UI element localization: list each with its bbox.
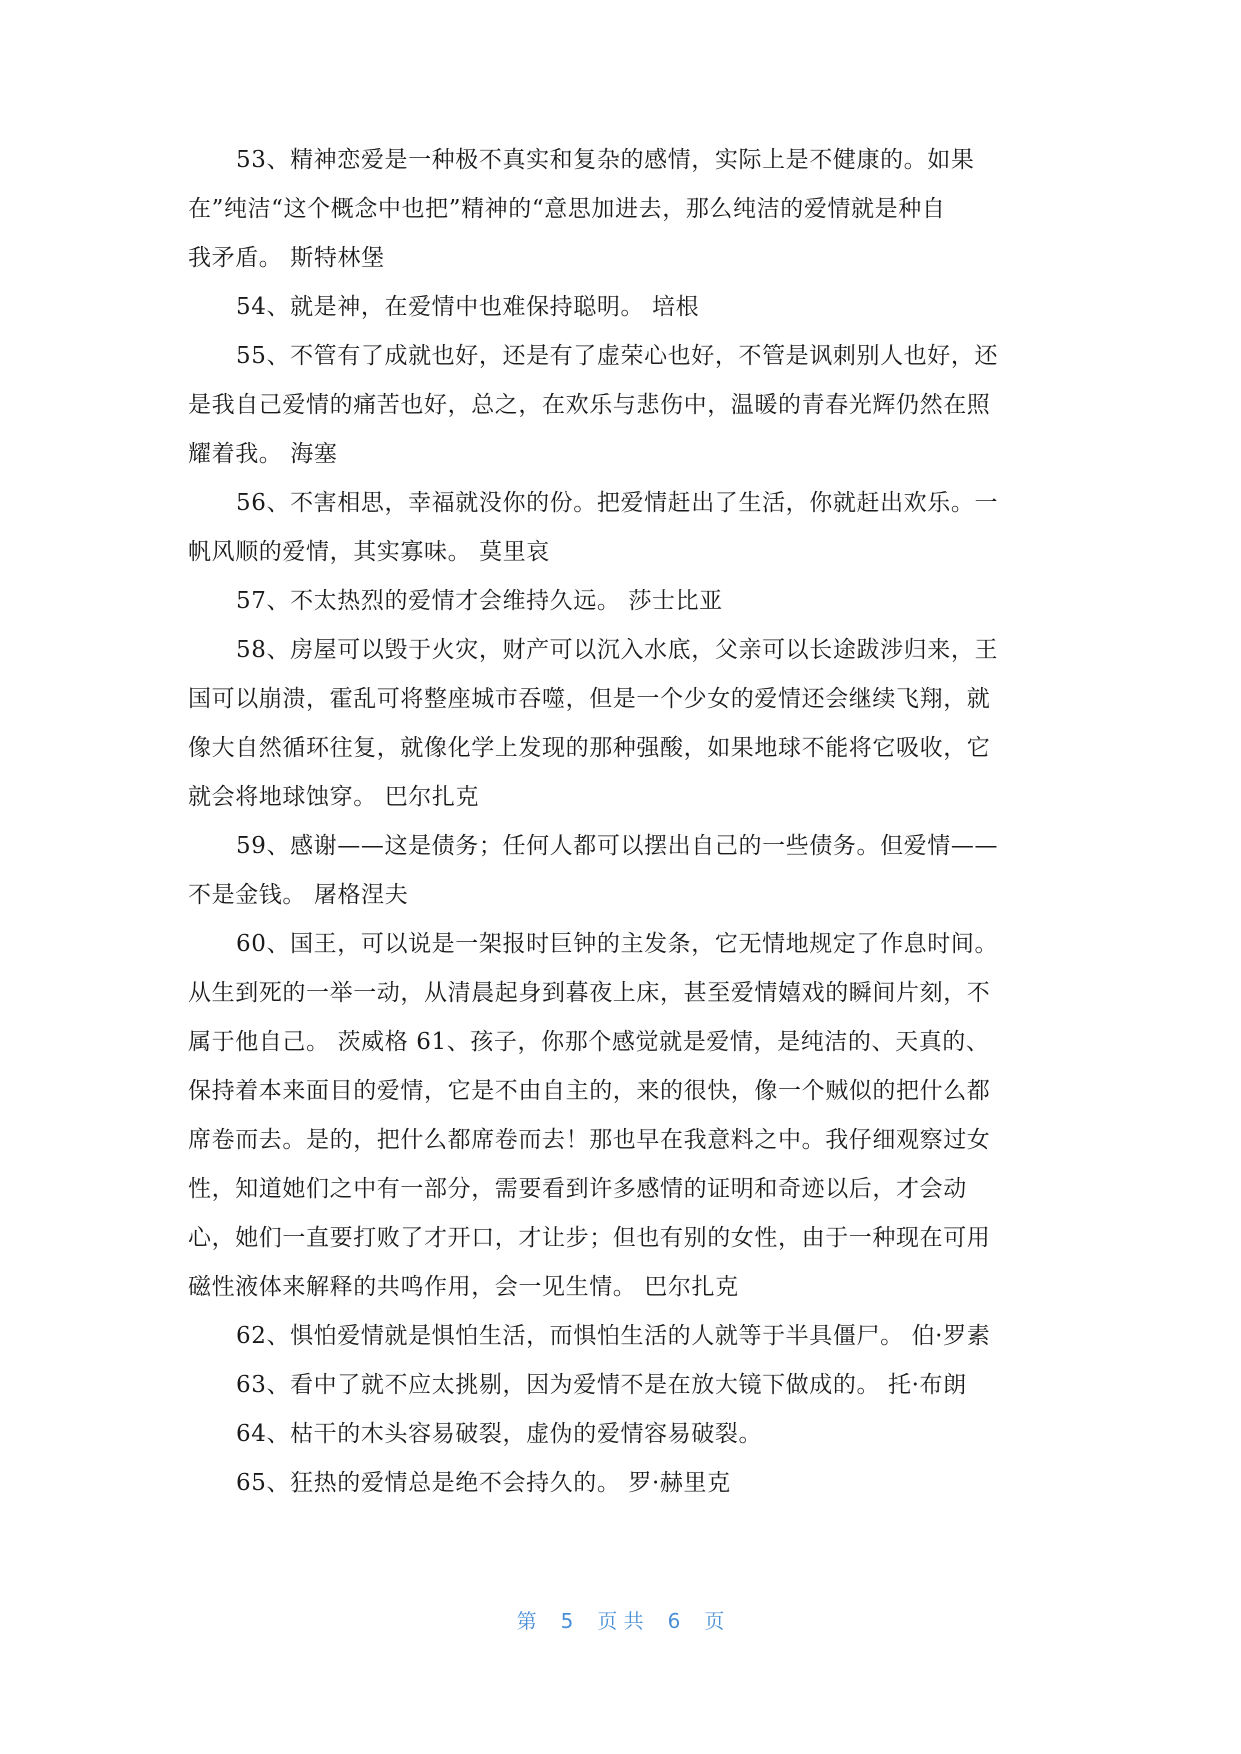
- text-line: 55、不管有了成就也好，还是有了虚荣心也好，不管是讽刺别人也好，还: [236, 343, 999, 369]
- page-footer: [0, 1608, 1241, 1634]
- text-line: 53、精神恋爱是一种极不真实和复杂的感情，实际上是不健康的。如果: [236, 147, 975, 173]
- text-line: 我矛盾。 斯特林堡: [188, 245, 385, 271]
- text-line: 从生到死的一举一动，从清晨起身到暮夜上床，甚至爱情嬉戏的瞬间片刻，不: [188, 980, 991, 1006]
- text-line: 60、国王，可以说是一架报时巨钟的主发条，它无情地规定了作息时间。: [236, 931, 999, 957]
- footer-label-page-of: 页 共: [597, 1609, 644, 1633]
- text-line: 就会将地球蚀穿。 巴尔扎克: [188, 784, 480, 810]
- text-line: 是我自己爱情的痛苦也好，总之，在欢乐与悲伤中，温暖的青春光辉仍然在照: [188, 392, 991, 418]
- text-line: 帆风顺的爱情，其实寡味。 莫里哀: [188, 539, 550, 565]
- text-line: 65、狂热的爱情总是绝不会持久的。 罗·赫里克: [236, 1470, 731, 1496]
- text-line: 58、房屋可以毁于火灾，财产可以沉入水底，父亲可以长途跋涉归来，王: [236, 637, 999, 663]
- text-line: 席卷而去。是的，把什么都席卷而去！那也早在我意料之中。我仔细观察过女: [188, 1127, 991, 1153]
- text-line: 磁性液体来解释的共鸣作用，会一见生情。 巴尔扎克: [188, 1274, 739, 1300]
- text-line: 耀着我。 海塞: [188, 441, 338, 467]
- text-line: 54、就是神，在爱情中也难保持聪明。 培根: [236, 294, 700, 320]
- footer-label-page: 第: [516, 1609, 537, 1633]
- text-line: 59、感谢——这是债务；任何人都可以摆出自己的一些债务。但爱情——: [236, 833, 999, 859]
- text-line: 保持着本来面目的爱情，它是不由自主的，来的很快，像一个贼似的把什么都: [188, 1078, 991, 1104]
- footer-total-pages: 6: [667, 1609, 681, 1633]
- text-line: 57、不太热烈的爱情才会维持久远。 莎士比亚: [236, 588, 723, 614]
- text-line: 63、看中了就不应太挑剔，因为爱情不是在放大镜下做成的。 托·布朗: [236, 1372, 967, 1398]
- text-line: 像大自然循环往复，就像化学上发现的那种强酸，如果地球不能将它吸收，它: [188, 735, 991, 761]
- text-line: 64、枯干的木头容易破裂，虚伪的爱情容易破裂。: [236, 1421, 763, 1447]
- text-line: 56、不害相思，幸福就没你的份。把爱情赶出了生活，你就赶出欢乐。一: [236, 490, 999, 516]
- text-line: 属于他自己。 茨威格 61、孩子，你那个感觉就是爱情，是纯洁的、天真的、: [188, 1029, 990, 1055]
- text-line: 性，知道她们之中有一部分，需要看到许多感情的证明和奇迹以后，才会动: [188, 1176, 967, 1202]
- text-line: 不是金钱。 屠格涅夫: [188, 882, 409, 908]
- footer-label-pages: 页: [704, 1609, 725, 1633]
- footer-current-page: 5: [560, 1609, 574, 1633]
- text-line: 在”纯洁“这个概念中也把”精神的“意思加进去，那么纯洁的爱情就是种自: [188, 196, 946, 222]
- text-line: 心，她们一直要打败了才开口，才让步；但也有别的女性，由于一种现在可用: [188, 1225, 991, 1251]
- text-line: 国可以崩溃，霍乱可将整座城市吞噬，但是一个少女的爱情还会继续飞翔，就: [188, 686, 991, 712]
- text-line: 62、惧怕爱情就是惧怕生活，而惧怕生活的人就等于半具僵尸。 伯·罗素: [236, 1323, 991, 1349]
